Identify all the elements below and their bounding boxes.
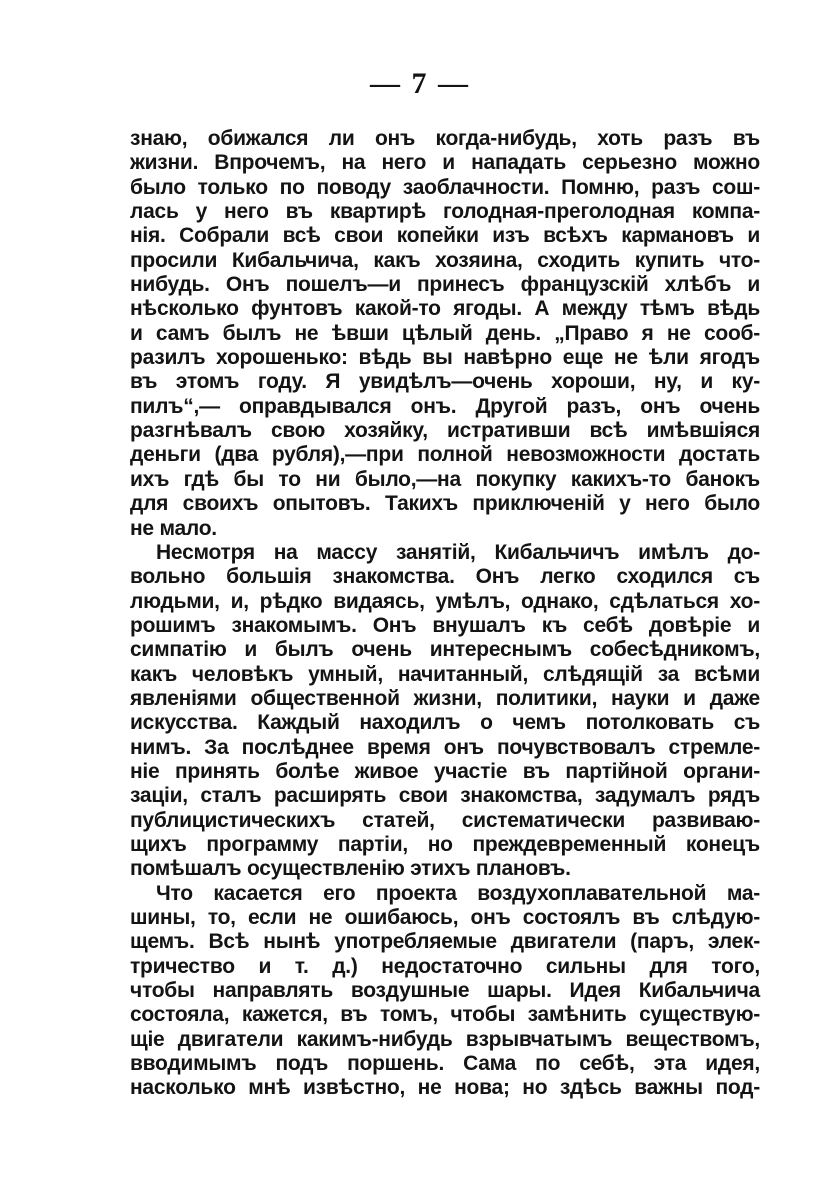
text-line: просили Кибальчича, какъ хозяина, сходить купить что- bbox=[130, 248, 760, 272]
text-line: деньги (два рубля),—при полной невозможности достать bbox=[130, 443, 760, 467]
text-line: въ этомъ году. Я увидѣлъ—очень хороши, ну, и ку- bbox=[130, 370, 760, 394]
text-line: жизни. Впрочемъ, на него и нападать серьезно можно bbox=[130, 151, 760, 175]
text-line: разилъ хорошенько: вѣдь вы навѣрно еще не ѣли ягодъ bbox=[130, 346, 760, 370]
text-line: было только по поводу заоблачности. Помню, разъ сош- bbox=[130, 175, 760, 199]
text-line: чтобы направлять воздушные шары. Идея Кибальчича bbox=[130, 979, 760, 1003]
text-line: ніе принять болѣе живое участіе въ партійной органи- bbox=[130, 759, 760, 783]
body-text bbox=[130, 127, 760, 1101]
text-line: щихъ программу партіи, но преждевременный конецъ bbox=[130, 832, 760, 856]
text-line: рошимъ знакомымъ. Онъ внушалъ къ себѣ довѣріе и bbox=[130, 613, 760, 637]
text-line: людьми, и, рѣдко видаясь, умѣлъ, однако, сдѣлаться хо- bbox=[130, 589, 760, 613]
text-line: вводимымъ подъ поршень. Сама по себѣ, эта идея, bbox=[130, 1052, 760, 1076]
text-line: пилъ“,— оправдывался онъ. Другой разъ, онъ очень bbox=[130, 394, 760, 418]
text-line: тричество и т. д.) недостаточно сильны для того, bbox=[130, 954, 760, 978]
text-line: для своихъ опытовъ. Такихъ приключеній у него было bbox=[130, 492, 760, 516]
text-line: щемъ. Всѣ нынѣ употребляемые двигатели (паръ, элек- bbox=[130, 930, 760, 954]
text-line: искусства. Каждый находилъ о чемъ потолковать съ bbox=[130, 711, 760, 735]
text-line: ихъ гдѣ бы то ни было,—на покупку какихъ-то банокъ bbox=[130, 467, 760, 491]
text-line: вольно большія знакомства. Онъ легко сходился съ bbox=[130, 565, 760, 589]
text-line: щіе двигатели какимъ-нибудь взрывчатымъ веществомъ, bbox=[130, 1027, 760, 1051]
text-line: разгнѣвалъ свою хозяйку, истративши всѣ имѣвшiяся bbox=[130, 419, 760, 443]
text-line: помѣшалъ осуществленію этихъ плановъ. bbox=[130, 857, 571, 881]
text-line: нимъ. За послѣднее время онъ почувствовалъ стремле- bbox=[130, 735, 760, 759]
text-line: шины, то, если не ошибаюсь, онъ состоялъ въ слѣдую- bbox=[130, 906, 760, 929]
text-line: нія. Собрали всѣ свои копейки изъ всѣхъ кармановъ и bbox=[130, 224, 760, 248]
text-line: не мало. bbox=[130, 516, 217, 540]
text-line: нѣсколько фунтовъ какой-то ягоды. А между тѣмъ вѣдь bbox=[130, 297, 760, 321]
text-line: какъ человѣкъ умный, начитанный, слѣдящій за всѣми bbox=[130, 662, 760, 686]
text-line: состояла, кажется, въ томъ, чтобы замѣнить существую- bbox=[130, 1003, 760, 1027]
text-line: публицистическихъ статей, систематически развиваю- bbox=[130, 808, 760, 832]
text-line: лась у него въ квартирѣ голодная-преголодная компа- bbox=[130, 200, 760, 224]
text-line: нибудь. Онъ пошелъ—и принесъ французскій хлѣбъ и bbox=[130, 273, 760, 297]
paragraph-first-line: Несмотря на массу занятій, Кибальчичъ имѣлъ до- bbox=[156, 540, 760, 564]
page-number: — 7 — bbox=[370, 67, 470, 100]
text-line: симпатію и былъ очень интереснымъ собесѣдникомъ, bbox=[130, 638, 760, 662]
text-line: заціи, сталъ расширять свои знакомства, задумалъ рядъ bbox=[130, 784, 760, 808]
paragraph-first-line: Что касается его проекта воздухоплавательной ма- bbox=[156, 881, 760, 905]
text-line: насколько мнѣ извѣстно, не нова; но здѣсь важны под- bbox=[130, 1076, 760, 1100]
text-line: явленіями общественной жизни, политики, науки и даже bbox=[130, 686, 760, 710]
text-line: знаю, обижался ли онъ когда-нибудь, хоть разъ въ bbox=[130, 127, 760, 150]
text-line: и самъ былъ не ѣвши цѣлый день. „Право я не сооб- bbox=[130, 321, 760, 345]
